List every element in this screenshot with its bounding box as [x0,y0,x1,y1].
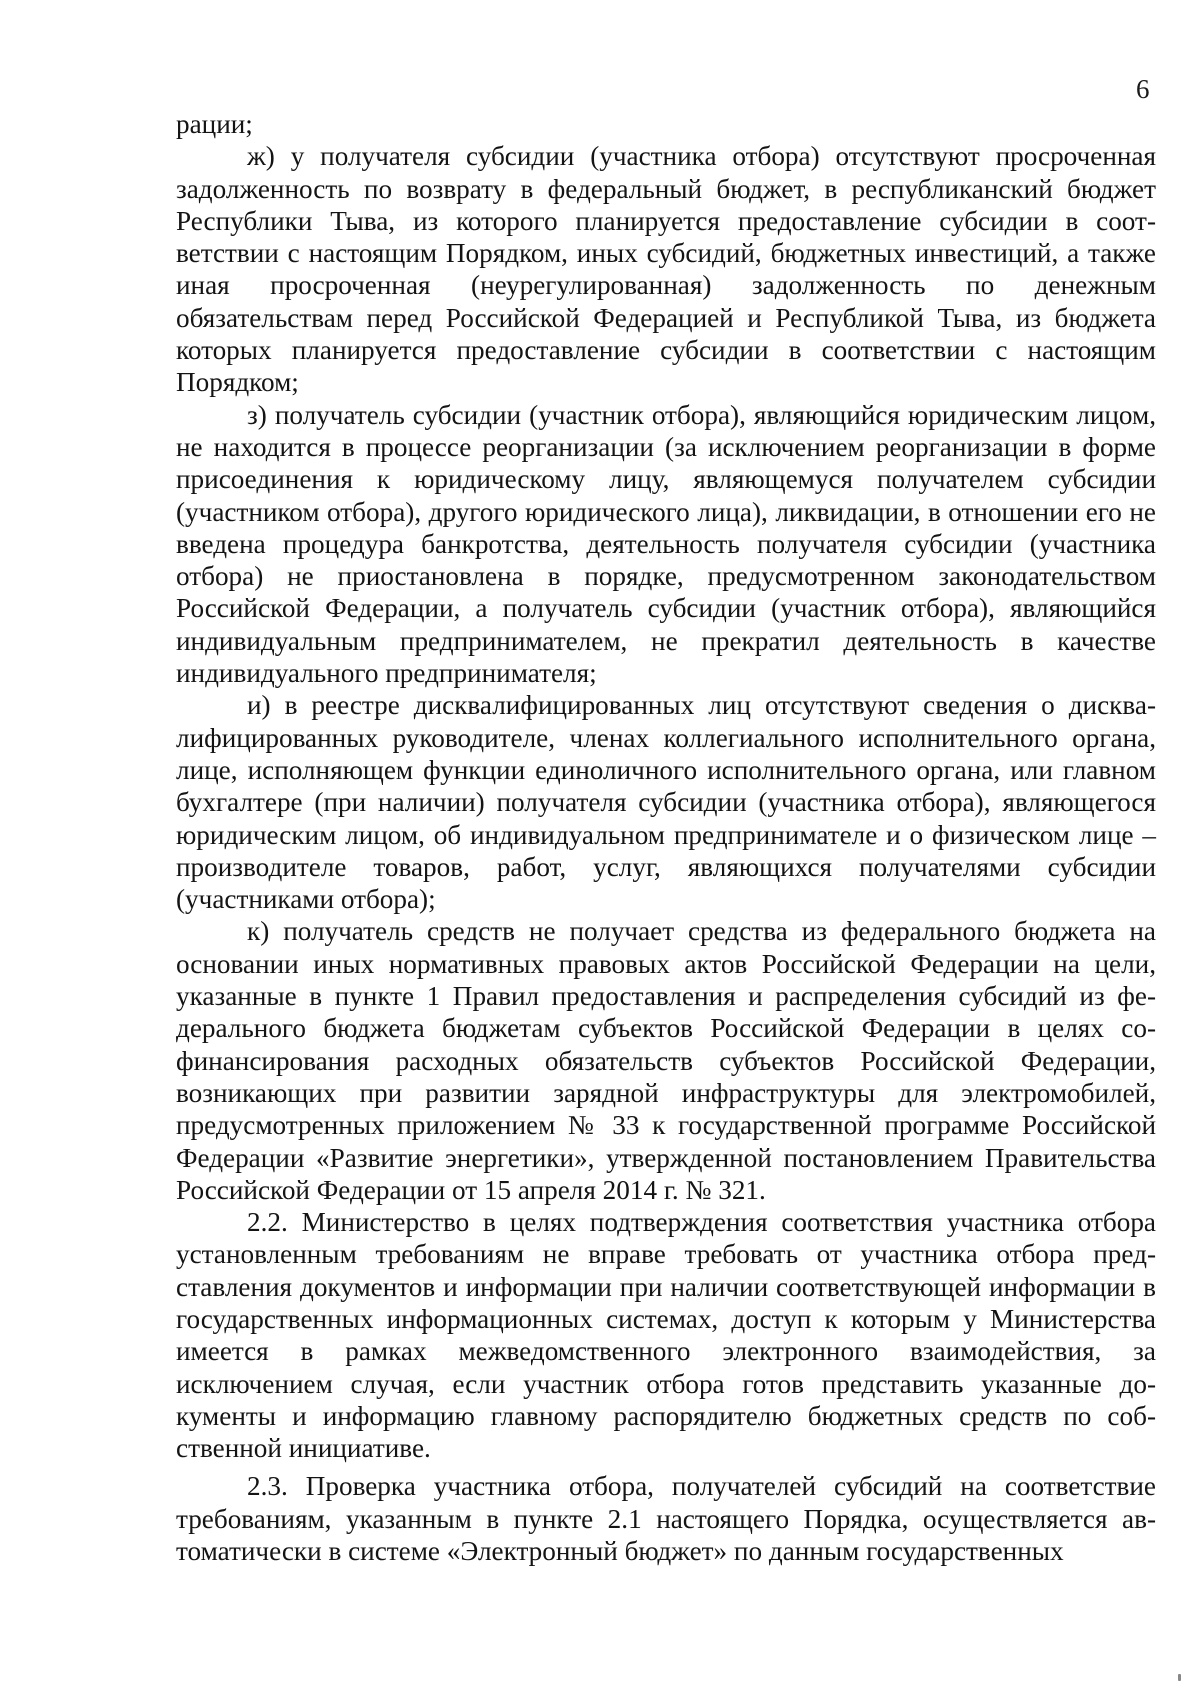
paragraph-item-k: к) получатель средств не получает средства из федерального бюджета на основании иных нормативных правовых актов Российской Федерации на цели, указанные в пункте 1 Правил предоставления и распределения субсидий из федерального бюджета бюджетам субъектов Российской Федерации в целях софинансирования расходных обязательств субъектов Российской Федерации, возникающих при развитии зарядной инфраструктуры для электромобилей, предусмотренных приложением № 33 к государственной программе Российской Федерации «Развитие энергетики», утвержденной постановлением Правительства Российской Федерации от 15 апреля 2014 г. № 321. [176,916,1156,1205]
paragraph-2-2: 2.2. Министерство в целях подтверждения соответствия участника отбора установленным требованиям не вправе требовать от участника отбора представления документов и информации при наличии соответствующей информации в государственных информационных системах, доступ к которым у Министерства имеется в рамках межведомственного электронного взаимодействия, за исключением случая, если участник отбора готов представить указанные документы и информацию главному распорядителю бюджетных средств по собственной инициативе. [176,1207,1156,1464]
page-number: 6 [1136,74,1150,104]
paragraph-item-zh: ж) у получателя субсидии (участника отбора) отсутствуют просроченная задолженность по возврату в федеральный бюджет, в республиканский бюджет Республики Тыва, из которого планируется предоставление субсидии в соответствии с настоящим Порядком, иных субсидий, бюджетных инвестиций, а также иная просроченная (неурегулированная) задолженность по денежным обязательствам перед Российской Федерацией и Республикой Тыва, из бюджета которых планируется предоставление субсидии в соответствии с настоящим Порядком; [176,141,1156,398]
paragraph-2-3: 2.3. Проверка участника отбора, получателей субсидий на соответствие требованиям, указанным в пункте 2.1 настоящего Порядка, осуществляется автоматически в системе «Электронный бюджет» по данным государственных [176,1471,1156,1567]
paragraph-continuation: рации; [176,109,253,139]
document-body [176,108,1156,1567]
paragraph-item-z: з) получатель субсидии (участник отбора), являющийся юридическим лицом, не находится в процессе реорганизации (за исключением реорганизации в форме присоединения к юридическому лицу, являющемуся получателем субсидии (участником отбора), другого юридического лица), ликвидации, в отношении его не введена процедура банкротства, деятельность получателя субсидии (участника отбора) не приостановлена в порядке, предусмотренном законодательством Российской Федерации, а получатель субсидии (участник отбора), являющийся индивидуальным предпринимателем, не прекратил деятельность в качестве индивидуального предпринимателя; [176,399,1156,689]
scan-speck [1178,1674,1181,1681]
paragraph-item-i: и) в реестре дисквалифицированных лиц отсутствуют сведения о дисквалифицированных руководителе, членах коллегиального исполнительного органа, лице, исполняющем функции единоличного исполнительного органа, или главном бухгалтере (при наличии) получателя субсидии (участника отбора), являющегося юридическим лицом, об индивидуальном предпринимателе и о физическом лице – производителе товаров, работ, услуг, являющихся получателями субсидии (участниками отбора); [176,690,1156,915]
